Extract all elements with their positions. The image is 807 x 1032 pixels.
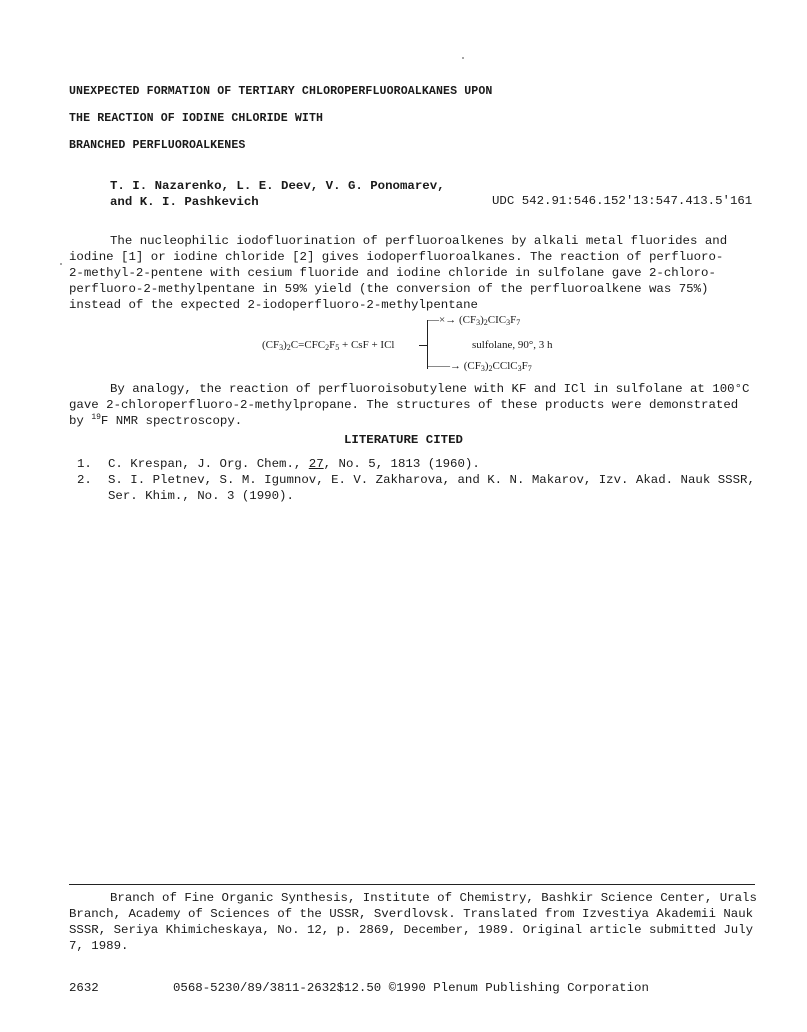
- footnote-line: 7, 1989.: [69, 939, 129, 953]
- abstract-line: perfluoro-2-methylpentane in 59% yield (the conversion of the perfluoroalkene was 75%): [69, 282, 709, 296]
- blocked-arrow: —×→: [428, 314, 457, 326]
- reaction-arrow: ——→: [428, 360, 461, 372]
- copyright-line: 0568-5230/89/3811-2632$12.50 ©1990 Plenum Publishing Corporation: [173, 981, 649, 995]
- scheme-conditions: sulfolane, 90°, 3 h: [472, 339, 553, 351]
- page-number: 2632: [69, 981, 99, 995]
- text-run: , No. 5, 1813 (1960).: [323, 457, 480, 471]
- abstract-line: instead of the expected 2-iodoperfluoro-2-methylpentane: [69, 298, 478, 312]
- affiliation-footnote: [69, 890, 757, 954]
- text-run: by: [69, 414, 92, 428]
- reference-item: [77, 472, 755, 488]
- udc-code: UDC 542.91:546.152'13:547.413.5'161: [492, 194, 753, 208]
- scheme-branch-lead: [419, 345, 427, 346]
- text-run: F NMR spectroscopy.: [100, 414, 243, 428]
- text-run: C. Krespan, J. Org. Chem.,: [108, 457, 309, 471]
- abstract-line: 2-methyl-2-pentene with cesium fluoride and iodine chloride in sulfolane gave 2-chloro-: [69, 266, 716, 280]
- reference-item: [77, 456, 755, 472]
- paragraph-line: By analogy, the reaction of perfluoroisobutylene with KF and ICl in sulfolane at 100°C: [110, 382, 750, 396]
- scan-speck: [462, 57, 464, 59]
- scheme-bottom-product: $(CF_3)_2CClC_3F_7$: [463, 360, 532, 373]
- literature-heading: LITERATURE CITED: [344, 433, 463, 447]
- author-list: [110, 178, 445, 210]
- footnote-line: Branch of Fine Organic Synthesis, Institute of Chemistry, Bashkir Science Center, Urals: [110, 891, 757, 905]
- scheme-reactants: $(CF_3)_2C=CFC_2F_5$ + CsF + ICl: [262, 339, 395, 352]
- authors-line-2: and K. I. Pashkevich: [110, 195, 259, 209]
- scheme-top-branch: [428, 314, 520, 326]
- reference-number: 2.: [77, 473, 92, 487]
- footnote-line: SSSR, Seriya Khimicheskaya, No. 12, p. 2869, December, 1989. Original article submitted July: [69, 923, 754, 937]
- volume-number: 27: [308, 457, 324, 471]
- footnote-rule: [69, 884, 755, 885]
- abstract-paragraph: [69, 233, 753, 313]
- scheme-bottom-branch: [428, 360, 532, 372]
- reference-continuation: Ser. Khim., No. 3 (1990).: [108, 489, 294, 503]
- abstract-line: The nucleophilic iodofluorination of perfluoroalkenes by alkali metal fluorides and: [110, 234, 728, 248]
- abstract-line: iodine [1] or iodine chloride [2] gives iodoperfluoroalkanes. The reaction of perfluoro-: [69, 250, 724, 264]
- reference-number: 1.: [77, 457, 92, 471]
- reference-list: [77, 456, 755, 504]
- title-line-1: UNEXPECTED FORMATION OF TERTIARY CHLOROPERFLUOROALKANES UPON: [69, 85, 493, 98]
- scan-speck: [60, 263, 62, 265]
- paragraph-line: [69, 413, 753, 429]
- authors-line-1: T. I. Nazarenko, L. E. Deev, V. G. Ponomarev,: [110, 179, 445, 193]
- isotope-superscript: 19: [91, 413, 101, 422]
- title-line-3: BRANCHED PERFLUOROALKENES: [69, 139, 246, 152]
- paragraph-line: gave 2-chloroperfluoro-2-methylpropane. The structures of these products were demonstrated: [69, 398, 739, 412]
- title-line-2: THE REACTION OF IODINE CHLORIDE WITH: [69, 112, 324, 125]
- analogy-paragraph: [69, 381, 753, 429]
- footnote-line: Branch, Academy of Sciences of the USSR, Sverdlovsk. Translated from Izvestiya Akademii Nauk: [69, 907, 754, 921]
- reaction-scheme: [262, 312, 582, 378]
- text-run: S. I. Pletnev, S. M. Igumnov, E. V. Zakharova, and K. N. Makarov, Izv. Akad. Nauk SSSR,: [108, 473, 755, 487]
- scheme-top-product: $(CF_3)_2CIC_3F_7$: [458, 314, 521, 327]
- page-footer: [69, 981, 649, 995]
